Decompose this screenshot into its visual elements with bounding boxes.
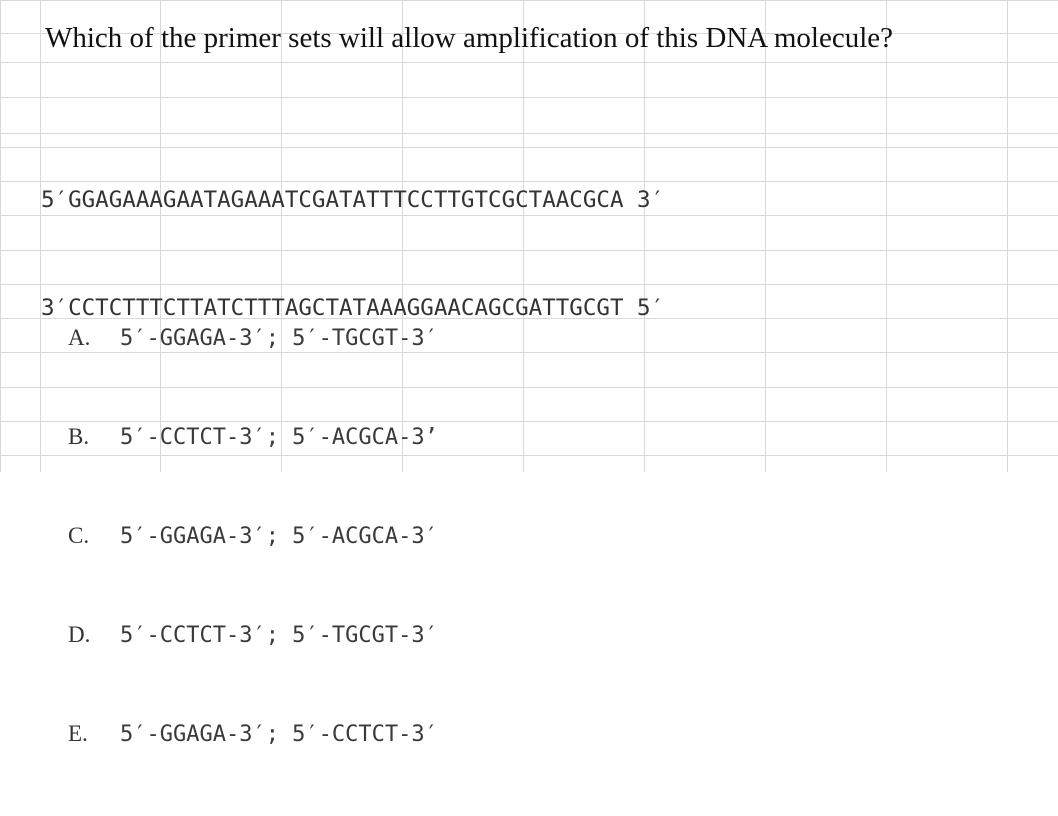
choice-d[interactable]	[68, 618, 438, 651]
dna-bottom-strand: 3′CCTCTTTCTTATCTTTAGCTATAAAGGAACAGCGATTGCGT 5′	[41, 295, 665, 321]
choice-c-text: 5′-GGAGA-3′; 5′-ACGCA-3′	[120, 524, 438, 549]
choice-d-text: 5′-CCTCT-3′; 5′-TGCGT-3′	[120, 623, 438, 648]
choice-c-letter: C.	[68, 523, 90, 548]
choice-a[interactable]	[68, 321, 438, 354]
dna-top-strand: 5′GGAGAAAGAATAGAAATCGATATTTCCTTGTCGCTAACGCA 3′	[41, 187, 665, 213]
answer-choices	[68, 255, 438, 816]
choice-e[interactable]	[68, 717, 438, 750]
question-text: Which of the primer sets will allow amplification of this DNA molecule?	[45, 22, 894, 54]
choice-b-text: 5′-CCTCT-3′; 5′-ACGCA-3’	[120, 425, 438, 450]
choice-a-letter: A.	[68, 325, 91, 350]
choice-b[interactable]	[68, 420, 438, 453]
choice-d-letter: D.	[68, 622, 91, 647]
choice-c[interactable]	[68, 519, 438, 552]
choice-b-letter: B.	[68, 424, 90, 449]
choice-e-letter: E.	[68, 721, 88, 746]
choice-e-text: 5′-GGAGA-3′; 5′-CCTCT-3′	[120, 722, 438, 747]
choice-a-text: 5′-GGAGA-3′; 5′-TGCGT-3′	[120, 326, 438, 351]
